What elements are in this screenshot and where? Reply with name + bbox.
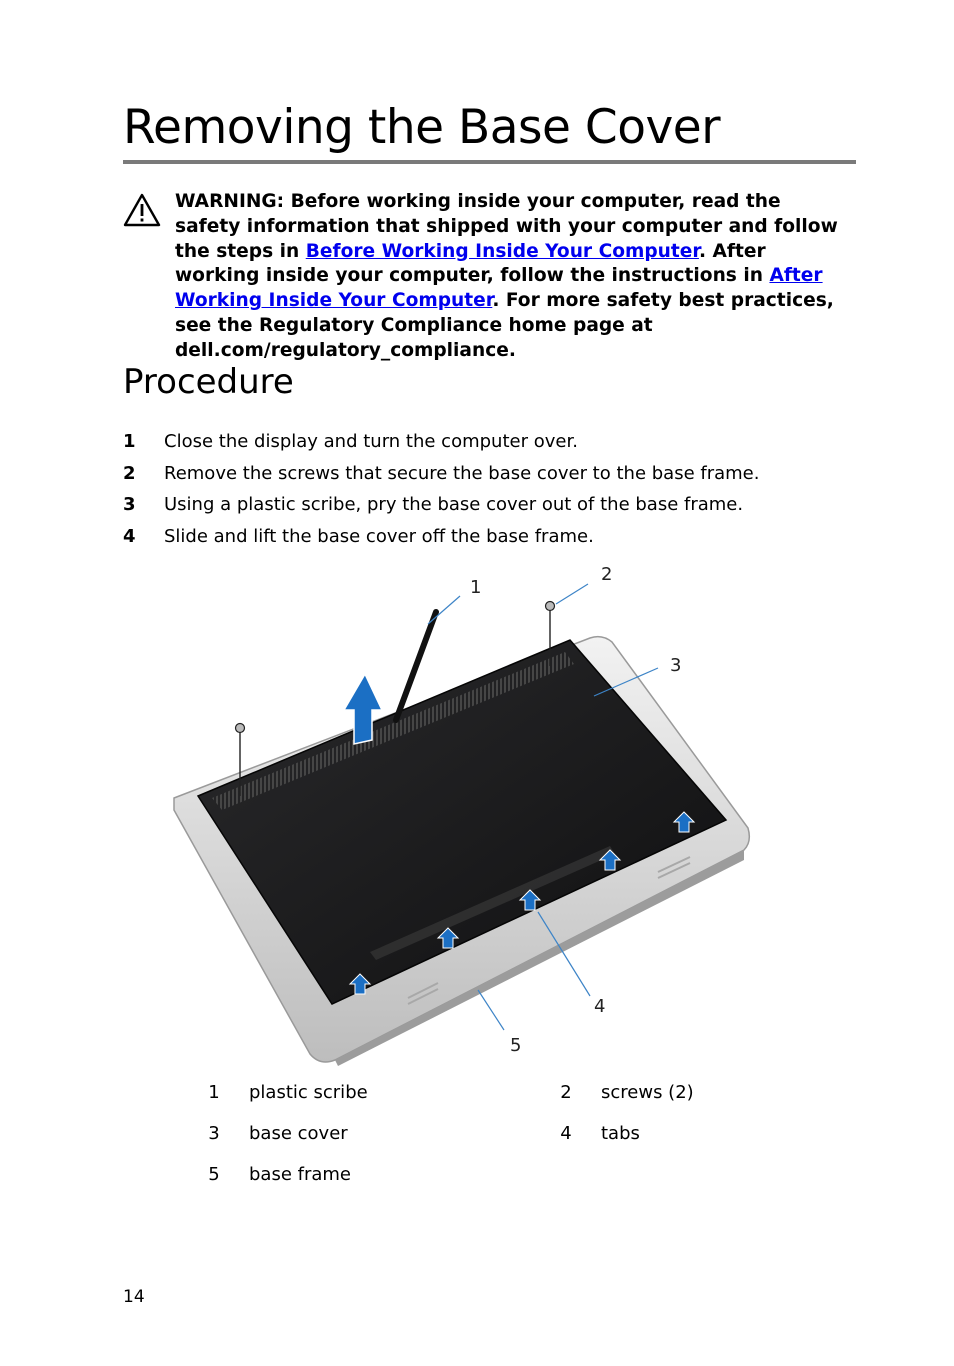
- warning-tail: . For more safety best practices, see the Regulatory Compliance home page at dell.com/regulatory_compliance.: [175, 290, 834, 361]
- page-number: 14: [123, 1287, 145, 1307]
- legend-number: 1: [208, 1082, 220, 1103]
- before-working-link[interactable]: Before Working Inside Your Computer: [305, 240, 699, 262]
- legend-row: [200, 1082, 760, 1123]
- step-number: 3: [123, 494, 136, 515]
- after-working-link[interactable]: After Working Inside Your Computer: [175, 265, 823, 312]
- step-number: 4: [123, 525, 136, 547]
- callout-2: 2: [601, 564, 613, 585]
- legend-label: base frame: [249, 1164, 352, 1185]
- legend-number: 2: [560, 1082, 572, 1103]
- base-cover-illustration: [160, 560, 780, 1070]
- legend-label: screws (2): [601, 1082, 694, 1103]
- warning-text: [175, 190, 845, 364]
- page-title: Removing the Base Cover: [123, 100, 721, 155]
- legend-number: 3: [208, 1123, 220, 1144]
- step-item: [123, 429, 853, 461]
- legend-label: tabs: [601, 1123, 640, 1144]
- step-item: [123, 461, 853, 493]
- step-text: Remove the screws that secure the base cover to the base frame.: [164, 462, 760, 484]
- step-text: Close the display and turn the computer over.: [164, 431, 578, 452]
- callout-1: 1: [470, 577, 482, 598]
- warning-icon: [123, 193, 161, 227]
- legend-label: plastic scribe: [249, 1082, 368, 1103]
- step-number: 2: [123, 462, 136, 484]
- step-text: Using a plastic scribe, pry the base cover out of the base frame.: [164, 494, 744, 515]
- callout-5: 5: [510, 1035, 522, 1056]
- callout-3: 3: [670, 655, 682, 676]
- title-rule: [123, 160, 856, 164]
- warning-lead: WARNING: Before working inside your computer, read the safety information that shipped with your computer and follow the steps in: [175, 191, 838, 262]
- legend-number: 5: [208, 1164, 220, 1185]
- warning-mid: . After working inside your computer, follow the instructions in: [175, 240, 770, 287]
- step-item: [123, 492, 853, 524]
- step-number: 1: [123, 431, 136, 452]
- step-text: Slide and lift the base cover off the base frame.: [164, 525, 594, 547]
- callout-4: 4: [594, 996, 606, 1017]
- legend-row: [200, 1164, 760, 1205]
- legend-label: base cover: [249, 1123, 348, 1144]
- legend-row: [200, 1123, 760, 1164]
- legend-number: 4: [560, 1123, 572, 1144]
- procedure-heading: Procedure: [123, 362, 294, 402]
- callout-legend: [200, 1082, 760, 1205]
- step-item: [123, 524, 853, 556]
- procedure-steps: [123, 429, 853, 555]
